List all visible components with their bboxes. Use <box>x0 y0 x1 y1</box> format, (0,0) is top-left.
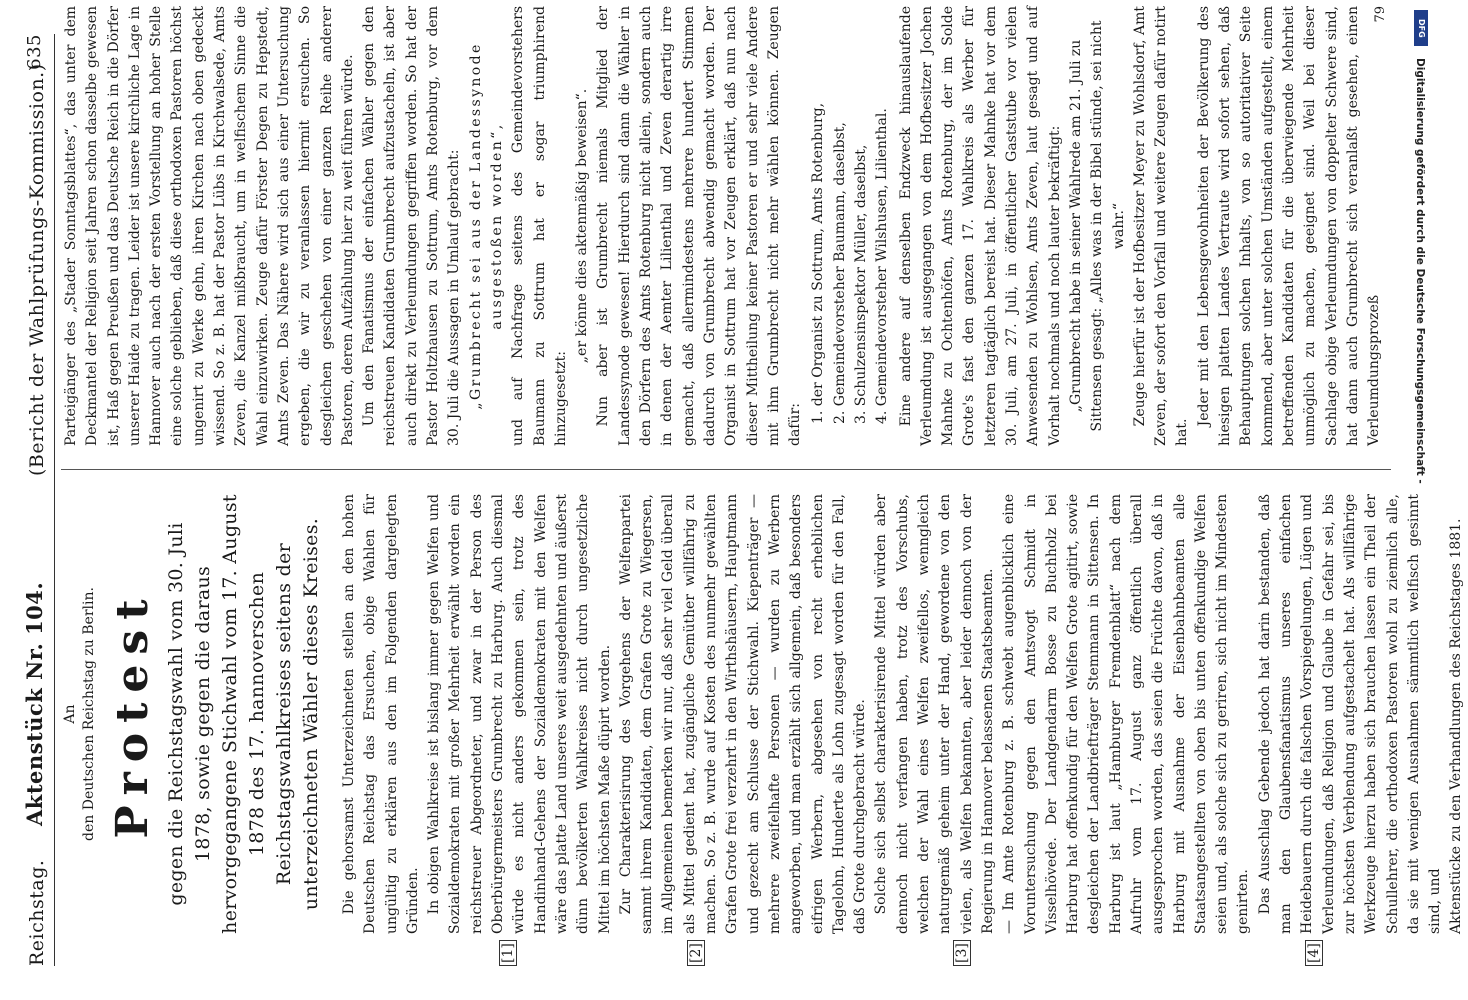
paragraph-marker-4: [4] <box>1305 940 1323 966</box>
left-column <box>61 494 1465 934</box>
paragraph-marker-3: [3] <box>953 940 971 966</box>
left-paragraph-3: Zur Charakterisirung des Vorgehens der Welfenpartei sammt ihrem Kandidaten, dem Grafen Grote zu Wiegersen, im Allgemeinen bemerken wir nur, daß sehr viel Geld überall als Mittel gedient hat, zugängliche Gemüther willfährig zu machen. So z. B. wurde auf Kosten des nunmehr gewählten Grafen Grote frei verzehrt in den Wirthshäusern, Hauptmann und gezecht am Schlusse der Stichwahl. Kiepenträger — mehrere zweifelhafte Personen — wurden zu Werbern angeworben, und man erzählt sich allgemein, daß besonders eifrigen Werbern, abgesehen von recht erheblichen Tagelohn, Hunderte als Lohn zugesagt worden für den Fall, daß Grote durchgebracht würde. <box>617 494 869 934</box>
running-head <box>22 34 52 966</box>
digitization-credit: Digitalisierung gefördert durch die Deutsche Forschungsgemeinschaft - <box>1414 58 1426 484</box>
left-paragraph-2: In obigen Wahlkreise ist bislang immer gegen Welfen und Sozialdemokraten mit großer Mehrheit erwählt worden ein reichstreuer Abgeordneter, und zwar in der Person des Oberbürgermeisters Grumbrecht zu Harburg. Auch diesmal würde es nicht anders gekommen sein, trotz des Handinhand-Gehens der Sozialdemokraten mit den Welfen wäre das platte Land unseres weit ausgedehnten und äußerst dünn bevölkerten Wahlkreises nicht durch ungesetzliche Mittel im höchsten Maße düpirt worden. <box>426 494 613 934</box>
left-footnote: Aktenstücke zu den Verhandlungen des Reichstages 1881. <box>1448 518 1465 934</box>
left-paragraph-5: — Im Amte Rotenburg z. B. schwebt augenblicklich eine Voruntersuchung gegen den Amtsvogt Schmidt in Visselhövede. Der Landgendarm Bosse zu Buchholz bei Harburg hat offenkundig für den Welfen Grote agitirt, sowie desgleichen der Landbriefträger Stemmann in Sittensen. In Harburg ist laut „Hamburger Fremdenblatt“ nach dem Aufruhr vom 17. August ganz öffentlich überall ausgesprochen worden, das seien die Früchte davon, daß in Harburg mit Ausnahme der Eisenbahnbeamten alle Staatsangestellten von oben bis unten offenkundige Welfen seien und, als solche sich zu geriren, sich nicht im Mindesten genirten. <box>1001 494 1252 934</box>
witness-item-3: 3. Schulzensinspektor Müller, daselbst, <box>852 144 869 424</box>
witness-list <box>808 6 893 424</box>
running-head-left: Reichstag. <box>26 859 48 966</box>
quote-1: „Grumbrecht sei aus der Landessynode ausgestoßen worden“, <box>467 42 505 410</box>
right-paragraph-1: Parteigänger des „Stader Sonntagsblattes“, das unter dem Deckmantel der Religion seit Jahren schon dasselbe gewesen ist, Haß gegen Preußen und das Deutsche Reich in die Dörfer unserer Haide zu tragen. Leider ist unsere kirchliche Lage in Hannover auch nach der ersten Vorstellung an hoher Stelle eine solche geblieben, daß diese orthodoxen Pastoren höchst ungenirt zu Werke gehn, ihren Kirchen nach oben gedeckt wissend. So z. B. hat der Pastor Lübs in Kirchwalsede, Amts Zeven, die Kanzel mißbraucht, um in welfischem Sinne die Wahl einzuwirken. Zeuge dafür Förster Degen zu Hepstedt, Amts Zeven. Das Nähere wird sich aus einer Untersuchung ergeben, die wir zu veranlassen hiermit ersuchen. So desgleichen geschehen von einer ganzen Reihe anderer Pastoren, deren Aufzählung hier zu weit führen würde. <box>63 6 356 446</box>
dfg-logo-icon: DFG <box>1414 10 1428 46</box>
protest-title: Protest <box>107 589 158 839</box>
signature-mark: 79 <box>1372 6 1388 23</box>
witness-item-4: 4. Gemeindevorsteher Wilshusen, Lilienthal. <box>874 108 891 424</box>
left-paragraph-6: Das Ausschlag Gebende jedoch hat darin bestanden, daß man den Glaubensfanatismus unseres einfachen Heidebauern durch die falschen Vorspiegelungen, Lügen und Verleumdungen, daß Religion und Glaube in Gefahr sei, bis zur höchsten Verblendung aufgestachelt hat. Als willfährige Werkzeuge hierzu haben sich brauchen lassen ein Theil der Schullehrer, die orthodoxen Pastoren wohl zu ziemlich alle, da sie mit wenigen Ausnahmen sämmtlich welfisch gesinnt sind, und <box>1256 494 1444 934</box>
addressee-line-2: den Deutschen Reichstag zu Berlin. <box>81 587 97 841</box>
page-number: 635 <box>24 34 45 70</box>
right-paragraph-6: Zeuge hierfür ist der Hofbesitzer Meyer zu Wohlsdorf, Amt Zeven, der sofort den Vorfall und weitere Zeugen dafür notirt hat. <box>1131 6 1191 446</box>
addressee-line-1: An <box>62 704 78 724</box>
right-paragraph-3: und auf Nachfrage seitens des Gemeindevorstehers Baumann zu Sottrum hat er sogar triumphirend hinzugesetzt: <box>510 6 569 446</box>
quote-2: „er könne dies aktenmäßig beweisen“. <box>574 88 591 364</box>
witness-item-1: 1. der Organist zu Sottrum, Amts Rotenburg, <box>810 102 827 424</box>
running-head-document-number: Aktenstück Nr. 104. <box>22 581 47 826</box>
right-paragraph-2: Um den Fanatismus der einfachen Wähler gegen den reichstreuen Kandidaten Grumbrecht aufzustacheln, ist aber auch direkt zu Verleumdungen gegriffen worden. So hat der Pastor Holtzhausen zu Sottrum, Amts Rotenburg, vor dem 30. Juli die Aussagen in Umlauf gebracht: <box>361 6 463 446</box>
left-paragraph-1: Die gehorsamst Unterzeichneten stellen an den hohen Deutschen Reichstag das Ersuchen, obige Wahlen für ungültig zu erklären aus den im Folgenden dargelegten Gründen. <box>341 494 421 934</box>
column-divider <box>61 469 1391 470</box>
protest-subtitle: gegen die Reichstagswahl vom 30. Juli 1878, sowie gegen die daraus hervorgegangene Stichwahl vom 17. August 1878 des 17. hannoverschen Reichstagswahlkreises seitens der unterzeichneten Wähler dieses Kreises. <box>165 494 322 934</box>
paragraph-marker-2: [2] <box>687 940 705 966</box>
right-paragraph-4: Nun aber ist Grumbrecht niemals Mitglied der Landessynode gewesen! Hierdurch sind dann die Wähler in den Dörfern des Amts Rotenburg nicht allein, sondern auch in denen der Aemter Lilienthal und Zeven derartig irre gemacht, daß allermindestens mehrere hundert Stimmen dadurch von Grumbrecht abwendig gemacht worden. Der Organist in Sottrum hat vor Zeugen erklärt, daß nun nach dieser Mittheilung keiner Pastoren er und sehr viele Andere mit ihm Grumbrecht nicht mehr wählen können. Zeugen dafür: <box>595 6 804 446</box>
paragraph-marker-1: [1] <box>499 940 517 966</box>
right-column <box>61 6 1391 446</box>
right-paragraph-7: Jeder mit den Lebensgewohnheiten der Bevölkerung des hiesigen platten Landes Vertraute wird sofort sehen, daß Behauptungen solchen Inhalts, von so autoritativer Seite kommend, aber unter solchen Umständen aufgestellt, einem betreffenden Kandidaten für die überwiegende Mehrheit unmöglich zu machen, geeignet sind. Weil bei dieser Sachlage obige Verleumdungen von doppelter Schwere sind, hat dann auch Grumbrecht sich veranlaßt gesehen, einen Verleumdungsprozeß <box>1195 6 1383 446</box>
right-paragraph-5: Eine andere auf denselben Endzweck hinauslaufende Verleumdung ist ausgegangen von dem Hofbesitzer Jochen Mahnke zu Ochtenhöfen, Amts Rotenburg, der im Solde Grote's fast den ganzen 17. Wahlkreis als Werber für letzteren tagtäglich bereist hat. Dieser Mahnke hat vor dem 30. Juli, am 27. Juli, in öffentlicher Gaststube vor vielen Anwesenden zu Wohlsen, Amts Zeven, laut gesagt und auf Vorhalt nochmals und noch lauter bekräftigt: <box>897 6 1063 446</box>
running-head-section: (Bericht der Wahlprüfungs-Kommission.) <box>26 63 48 476</box>
header-rule <box>54 34 55 966</box>
witness-item-2: 2. Gemeindevorsteher Baumann, daselbst, <box>831 122 848 424</box>
quote-3: „Grumbrecht habe in seiner Wahlrede am 21. Juli zu Sittensen gesagt: „Alles was in der Bibel stünde, sei nicht wahr.“ <box>1067 20 1127 432</box>
left-paragraph-4: Solche sich selbst charakterisirende Mittel würden aber dennoch nicht verfangen haben, trotz des Vorschubs, welchen der Wahl eines Welfen zweifellos, wenngleich naturgemäß geheim unter der Hand, gewordene von den vielen, als Welfen bekannten, aber leider dennoch von der Regierung in Hannover belassenen Staatsbeamten. <box>873 494 996 934</box>
addressee <box>61 494 99 934</box>
